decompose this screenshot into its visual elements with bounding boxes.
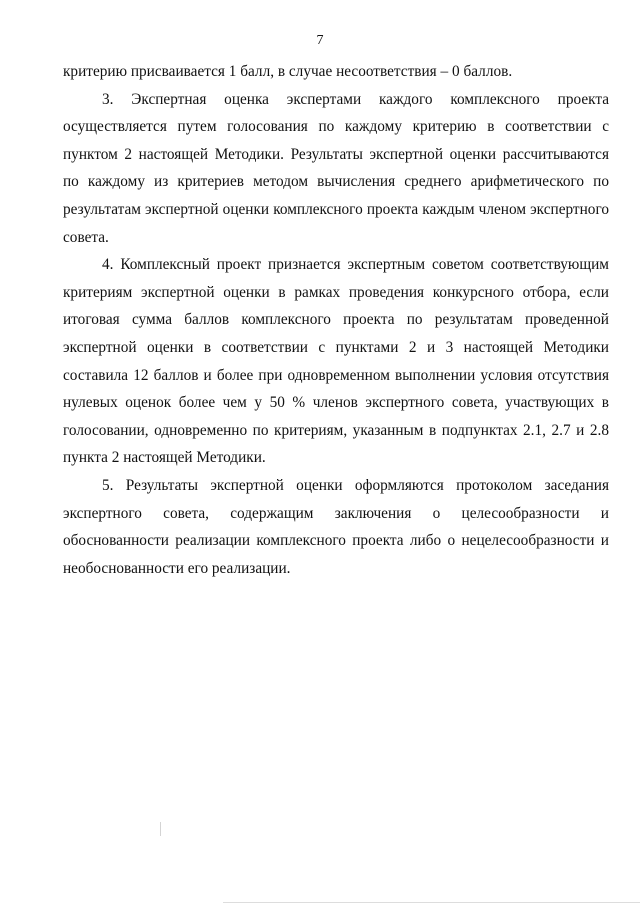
paragraph-continuation: критерию присваивается 1 балл, в случае несоответствия – 0 баллов. [63,63,513,80]
page-number: 7 [316,33,324,48]
paragraph-item-3: 3. Экспертная оценка экспертами каждого комплексного проекта осуществляется путем голосования по каждому критерию в соответствии с пунктом 2 настоящей Методики. Результаты экспертной оценки рассчитываются по каждому из критериев методом вычисления среднего арифметического по результатам экспертной оценки комплексного проекта каждым членом экспертного совета. [63,90,609,246]
scan-artifact [160,822,161,836]
document-body [63,58,609,582]
paragraph-item-5: 5. Результаты экспертной оценки оформляются протоколом заседания экспертного совета, содержащим заключения о целесообразности и обоснованности реализации комплексного проекта либо о нецелесообразности и необоснованности его реализации. [63,476,609,577]
paragraph-item-4: 4. Комплексный проект признается экспертным советом соответствующим критериям экспертной оценки в рамках проведения конкурсного отбора, если итоговая сумма баллов комплексного проекта по результатам проведенной экспертной оценки в соответствии с пунктами 2 и 3 настоящей Методики составила 12 баллов и более при одновременном выполнении условия отсутствия нулевых оценок более чем у 50 % членов экспертного совета, участвующих в голосовании, одновременно по критериям, указанным в подпунктах 2.1, 2.7 и 2.8 пункта 2 настоящей Методики. [63,256,609,467]
page-edge-line [223,902,640,903]
